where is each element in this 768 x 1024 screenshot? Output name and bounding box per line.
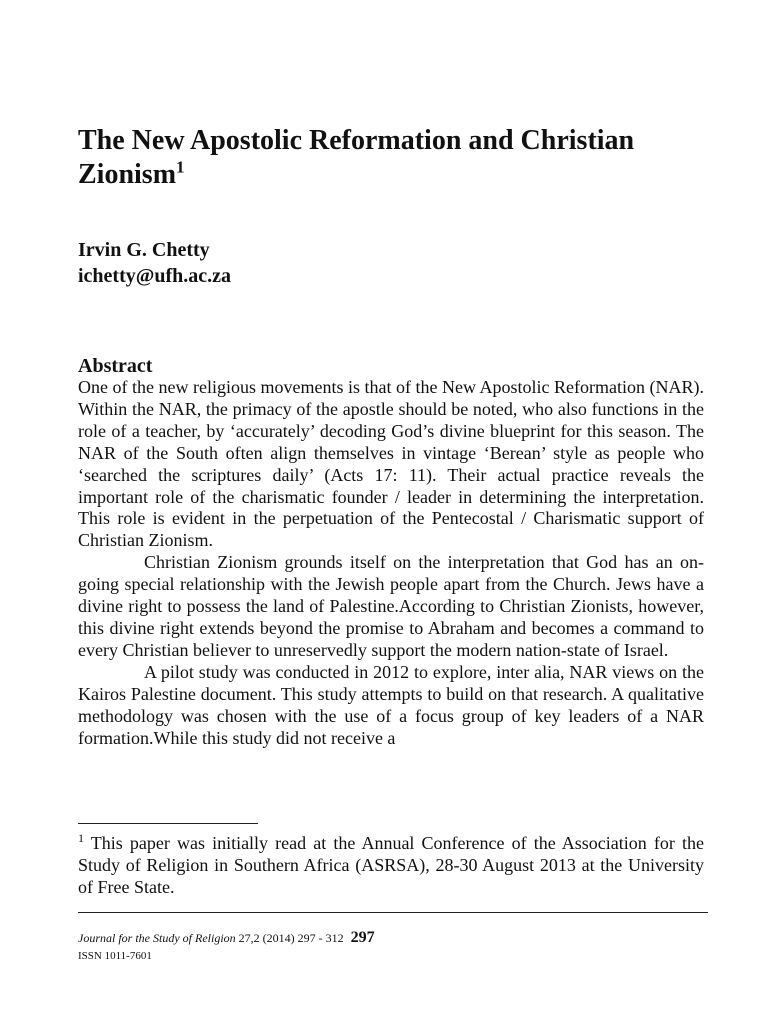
journal-citation: [78, 930, 375, 946]
abstract-paragraph: One of the new religious movements is that of the New Apostolic Reformation (NAR). Within the NAR, the primacy of the apostle should be noted, who also functions in the role of a teacher, by ‘accurately’ decoding God’s divine blueprint for this season. The NAR of the South often align themselves in vintage ‘Berean’ style as people who ‘searched the scriptures daily’ (Acts 17: 11). Their actual practice reveals the important role of the charismatic founder / leader in determining the interpretation. This role is evident in the perpetuation of the Pentecostal / Charismatic support of Christian Zionism.: [78, 377, 704, 551]
journal-issn: ISSN 1011-7601: [78, 950, 152, 962]
footnote-text: This paper was initially read at the Annual Conference of the Association for the Study of Religion in Southern Africa (ASRSA), 28-30 August 2013 at the University of Free State.: [78, 833, 704, 897]
footnote-divider: [78, 823, 258, 824]
abstract-paragraph: A pilot study was conducted in 2012 to explore, inter alia, NAR views on the Kairos Palestine document. This study attempts to build on that research. A qualitative methodology was chosen with the use of a focus group of key leaders of a NAR formation.While this study did not receive a: [78, 661, 704, 748]
footnote-mark: 1: [78, 831, 84, 845]
paper-title-text: The New Apostolic Reformation and Christian Zionism: [78, 125, 635, 190]
page-footer-divider: [78, 912, 708, 913]
author-name: Irvin G. Chetty: [78, 239, 210, 261]
page-number: 297: [350, 929, 375, 946]
author-email: ichetty@ufh.ac.za: [78, 265, 232, 287]
abstract-heading: Abstract: [78, 355, 153, 377]
paper-title: [78, 124, 718, 192]
journal-name: Journal for the Study of Religion: [78, 931, 236, 945]
footnote: [78, 832, 704, 898]
abstract-body: [78, 377, 704, 749]
abstract-paragraph: Christian Zionism grounds itself on the interpretation that God has an on-going special relationship with the Jewish people apart from the Church. Jews have a divine right to possess the land of Palestine.According to Christian Zionists, however, this divine right extends beyond the promise to Abraham and becomes a command to every Christian believer to unreservedly support the modern nation-state of Israel.: [78, 552, 704, 660]
journal-details: 27,2 (2014) 297 - 312: [238, 931, 344, 945]
title-footnote-mark: 1: [176, 157, 185, 177]
